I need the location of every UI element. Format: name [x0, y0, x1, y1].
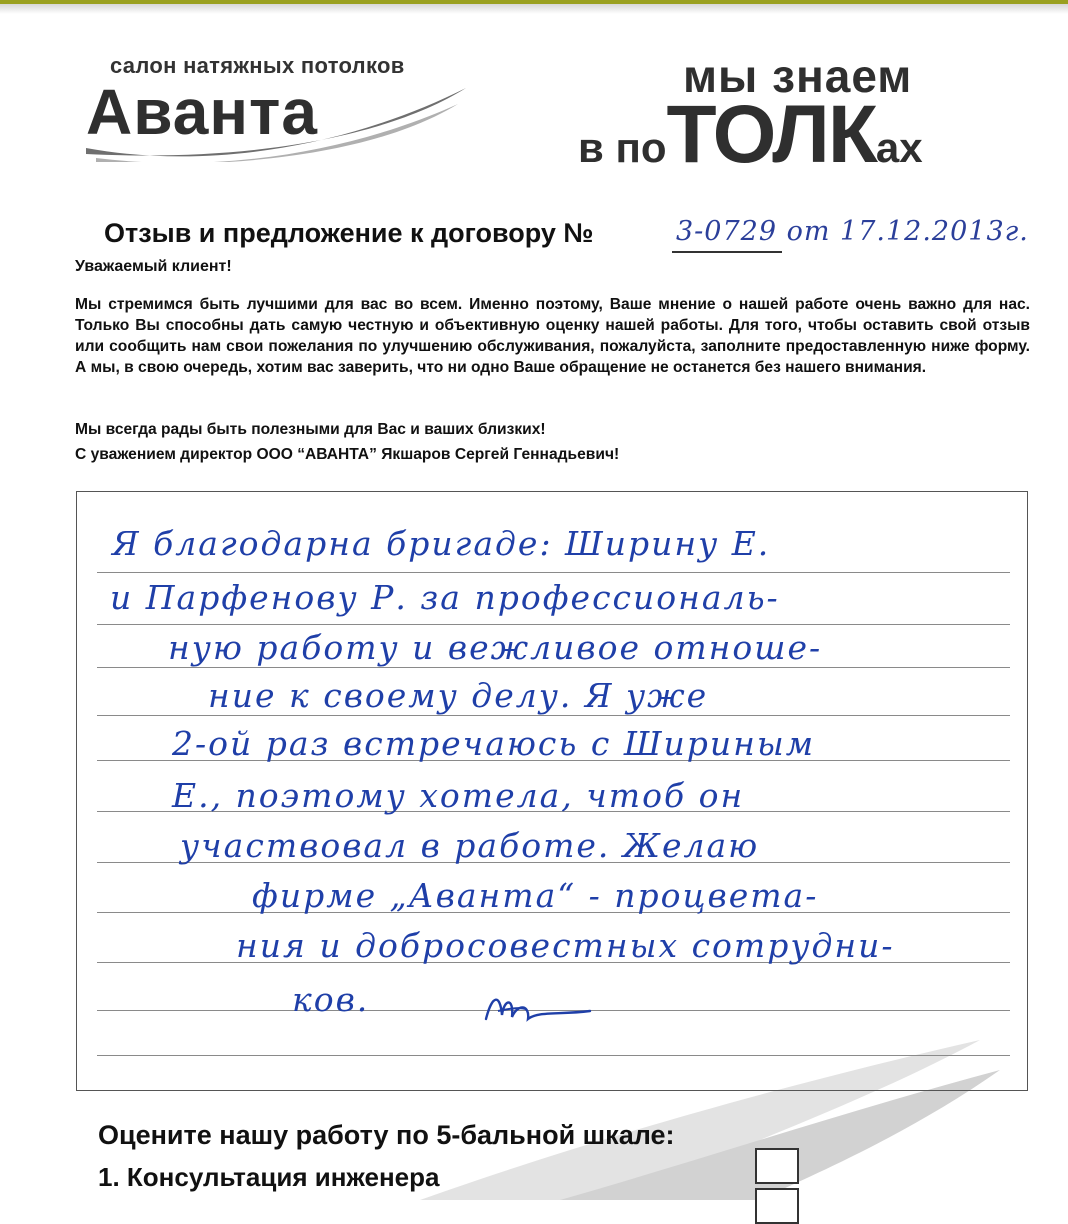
slogan-big: ТОЛК [666, 89, 876, 180]
handwritten-line-2: и Парфенову Р. за профессиональ- [110, 578, 780, 617]
ruled-line [97, 1055, 1010, 1056]
greeting: Уважаемый клиент! [75, 258, 232, 275]
slogan-prefix: в по [578, 124, 667, 171]
brand-name: Аванта [86, 76, 318, 148]
slogan [578, 52, 1018, 182]
rating-checkbox[interactable] [755, 1148, 799, 1184]
rating-title: Оцените нашу работу по 5-бальной шкале: [98, 1120, 675, 1150]
ruled-line [97, 715, 1010, 716]
contract-underline [672, 251, 782, 253]
ruled-line [97, 667, 1010, 668]
contract-number-handwritten: 3-0729 от 17.12.2013г. [676, 216, 1029, 247]
director-signature-line: С уважением директор ООО “АВАНТА” Якшаров Сергей Геннадьевич! [75, 446, 620, 463]
rating-checkbox[interactable] [755, 1188, 799, 1224]
scan-shadow [0, 4, 1068, 14]
slogan-suffix: ах [875, 124, 923, 171]
thanks-line: Мы всегда рады быть полезными для Вас и ваших близких! [75, 421, 546, 438]
handwritten-line-8: фирме „Аванта“ - процвета- [252, 876, 819, 915]
slogan-line2 [578, 89, 923, 180]
form-title: Отзыв и предложение к договору № [104, 218, 594, 248]
salon-subtitle: салон натяжных потолков [110, 53, 405, 78]
handwritten-line-5: 2-ой раз встречаюсь с Шириным [172, 724, 816, 763]
handwritten-line-10: ков. [292, 980, 370, 1019]
handwritten-line-3: ную работу и вежливое отноше- [168, 628, 823, 667]
customer-signature-icon [478, 985, 598, 1030]
handwritten-line-4: ние к своему делу. Я уже [208, 676, 709, 715]
brand-logo [86, 78, 466, 162]
handwritten-line-7: участвовал в работе. Желаю [180, 826, 760, 865]
rating-item-1: 1. Консультация инженера [98, 1162, 440, 1192]
ruled-line [97, 572, 1010, 573]
handwritten-line-6: Е., поэтому хотела, чтоб он [172, 776, 745, 815]
handwritten-line-1: Я благодарна бригаде: Ширину Е. [112, 524, 771, 563]
ruled-line [97, 624, 1010, 625]
handwritten-line-9: ния и добросовестных сотрудни- [236, 926, 895, 965]
intro-paragraph: Мы стремимся быть лучшими для вас во всем. Именно поэтому, Ваше мнение о нашей работе очень важно для нас. Только Вы способны дать самую честную и объективную оценку нашей работы. Для того, чтобы оставить свой отзыв или сообщить нам свои пожелания по улучшению обслуживания, пожалуйста, заполните предоставленную ниже форму. А мы, в свою очередь, хотим вас заверить, что ни одно Ваше обращение не останется без нашего внимания. [75, 296, 1030, 376]
slogan-line1: мы знаем [683, 50, 913, 102]
